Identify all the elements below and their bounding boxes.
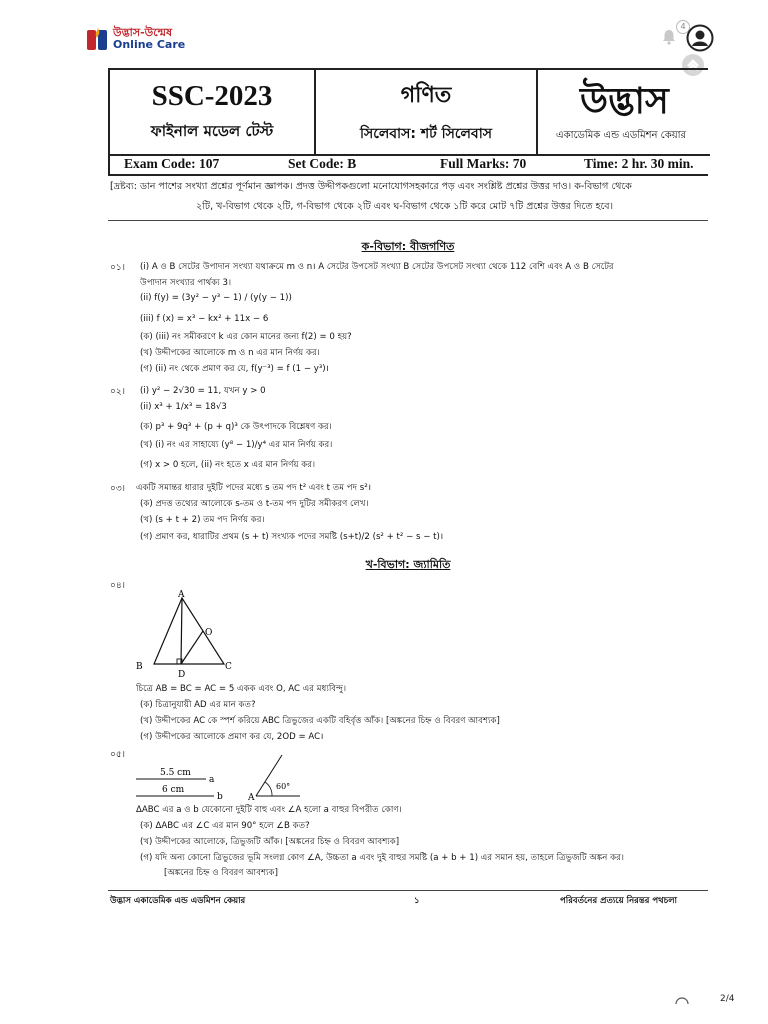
syllabus-label: সিলেবাস: শর্ট সিলেবাস xyxy=(359,126,493,142)
question-number: ০২। xyxy=(110,387,125,397)
segment-b-length: 6 cm xyxy=(162,785,185,795)
footer-left-text: উদ্ভাস একাডেমিক এন্ড এডমিশন কেয়ার xyxy=(110,896,246,906)
exam-title: SSC-2023 xyxy=(151,80,273,112)
figure-vertex-label: O xyxy=(205,628,213,638)
question-part: (খ) উদ্দীপকের আলোকে m ও n এর মান নির্ণয় কর। xyxy=(140,348,320,358)
angle-vertex-label: A xyxy=(248,793,255,802)
question-part: (ক) চিত্রানুযায়ী AD এর মান কত? xyxy=(140,700,256,710)
question-line: (ii) x³ + 1/x³ = 18√3 xyxy=(140,402,227,412)
section-divider xyxy=(108,220,708,221)
figure-vertex-label: A xyxy=(178,590,185,600)
question-part: (ক) (iii) নং সমীকরণে k এর কোন মানের জন্য f(2) = 0 হয়? xyxy=(140,332,352,342)
question-line: একটি সমান্তর ধারার দুইটি পদের মধ্যে s তম পদ t² এবং t তম পদ s²। xyxy=(136,483,371,493)
test-name: ফাইনাল মডেল টেস্ট xyxy=(150,122,274,140)
question-part: (গ) উদ্দীপকের আলোকে প্রমাণ কর যে, 2OD = AC। xyxy=(140,732,324,742)
logo-text-bottom: Online Care xyxy=(113,38,186,51)
brand-logo-text: উদ্ভাস xyxy=(580,81,669,122)
header-divider xyxy=(536,70,538,154)
question-part: [অঙ্কনের চিহ্ন ও বিবরণ আবশ্যক] xyxy=(164,868,278,878)
question-part: (খ) (s + t + 2) তম পদ নির্ণয় কর। xyxy=(140,515,265,525)
set-code: Set Code: B xyxy=(288,156,357,171)
figure-vertex-label: C xyxy=(225,662,232,672)
equilateral-triangle-figure xyxy=(130,588,240,684)
question-part: (খ) (i) নং এর সাহায্যে (y⁸ − 1)/y⁴ এর মান নির্ণয় কর। xyxy=(140,440,333,450)
question-line: (i) A ও B সেটের উপাদান সংখ্যা যথাক্রমে m ও n। A সেটের উপসেট সংখ্যা B সেটের উপসেট সংখ্যা থেকে 112 বেশি এবং A ও B সেটের xyxy=(140,262,614,272)
instructions-line: [দ্রষ্টব্য: ডান পাশের সংখ্যা প্রশ্নের পূর্ণমান জ্ঞাপক। প্রদত্ত উদ্দীপকগুলো মনোযোগসহকারে পড় এবং সংশ্লিষ্ট প্রশ্নের উত্তর দাও। ক-বিভাগ থেকে xyxy=(110,181,632,192)
question-part: (ক) p³ + 9q³ + (p + q)³ কে উৎপাদকে বিশ্লেষণ কর। xyxy=(140,422,332,432)
footer-right-text: পরিবর্তনের প্রত্যয়ে নিরন্তর পথচলা xyxy=(560,896,678,906)
notification-count-badge: 4 xyxy=(676,20,690,34)
segments-and-angle-figure xyxy=(130,752,330,802)
exam-code: Exam Code: 107 xyxy=(124,156,220,171)
instructions-line: ২টি, খ-বিভাগ থেকে ২টি, গ-বিভাগ থেকে ২টি এবং ঘ-বিভাগ থেকে ১টি করে মোট ৭টি প্রশ্নের উত্তর দিতে হবে। xyxy=(196,201,613,212)
question-part: (গ) (ii) নং থেকে প্রমাণ কর যে, f(y⁻³) = f (1 − y³)। xyxy=(140,364,329,374)
exam-time: Time: 2 hr. 30 min. xyxy=(584,156,694,171)
question-part: (গ) প্রমাণ কর, ধারাটির প্রথম (s + t) সংখ্যক পদের সমষ্টি (s+t)/2 (s² + t² − s − t)। xyxy=(140,532,444,542)
viewer-top-bar xyxy=(0,0,768,62)
page-footer-rule xyxy=(108,890,708,891)
question-part: (ক) ΔABC এর ∠C এর মান 90° হলে ∠B কত? xyxy=(140,821,310,831)
figure-vertex-label: B xyxy=(136,662,143,672)
question-part: (খ) উদ্দীপকের AC কে স্পর্শ করিয়ে ABC ত্রিভুজের একটি বহির্বৃত্ত আঁক। [অঙ্কনের চিহ্ন ও বিবরণ আবশ্যক] xyxy=(140,716,500,726)
figure-vertex-label: D xyxy=(178,670,186,680)
page-nav-icon[interactable] xyxy=(674,994,690,1006)
question-number: ০৩। xyxy=(110,484,125,494)
segment-b-label: b xyxy=(217,792,223,802)
segment-a-length: 5.5 cm xyxy=(160,768,191,778)
question-line: ΔABC এর a ও b যেকোনো দুইটি বাহু এবং ∠A হলো a বাহুর বিপরীত কোণ। xyxy=(136,805,402,815)
question-line: (iii) f (x) = x³ − kx² + 11x − 6 xyxy=(140,314,269,324)
section-a-title: ক-বিভাগ: বীজগণিত xyxy=(361,240,455,253)
page-indicator: 2/4 xyxy=(720,994,735,1004)
question-line: (i) y² − 2√30 = 11, যখন y > 0 xyxy=(140,386,266,396)
question-line: চিত্রে AB = BC = AC = 5 একক এবং O, AC এর মধ্যবিন্দু। xyxy=(136,684,347,694)
question-line: উপাদান সংখ্যার পার্থক্য 3। xyxy=(140,278,232,288)
brand-subtitle: একাডেমিক এন্ড এডমিশন কেয়ার xyxy=(556,130,687,141)
section-b-title: খ-বিভাগ: জ্যামিতি xyxy=(365,558,451,571)
question-part: (খ) উদ্দীপকের আলোকে, ত্রিভুজটি আঁক। [অঙ্কনের চিহ্ন ও বিবরণ আবশ্যক] xyxy=(140,837,400,847)
logo-text-top: উদ্ভাস-উন্মেষ xyxy=(113,26,173,39)
subject-title: গণিত xyxy=(400,83,452,108)
question-part: (গ) x > 0 হলে, (ii) নং হতে x এর মান নির্ণয় কর। xyxy=(140,460,316,470)
logo-flame-icon xyxy=(86,24,110,52)
angle-value-label: 60° xyxy=(276,782,291,791)
full-marks: Full Marks: 70 xyxy=(440,156,527,171)
segment-a-label: a xyxy=(209,775,215,785)
bell-icon[interactable] xyxy=(660,28,678,46)
question-part: (গ) যদি অন্য কোনো ত্রিভুজের ভূমি সংলগ্ন কোণ ∠A, উচ্চতা a এবং দুই বাহুর সমষ্টি (a + b + 1) এর সমান হয়, তাহলে ত্রিভুজটি অঙ্কন কর। xyxy=(140,853,624,863)
question-number: ০৪। xyxy=(110,581,125,591)
online-care-logo[interactable] xyxy=(86,24,186,52)
question-number: ০১। xyxy=(110,263,125,273)
question-number: ০৫। xyxy=(110,750,125,760)
exam-header-box xyxy=(108,68,708,176)
user-avatar-icon[interactable] xyxy=(686,24,714,52)
question-part: (ক) প্রদত্ত তথ্যের আলোকে s-তম ও t-তম পদ দুটির সমীকরণ লেখ। xyxy=(140,499,369,509)
footer-page-number: ১ xyxy=(414,896,420,906)
question-line: (ii) f(y) = (3y² − y³ − 1) / (y(y − 1)) xyxy=(140,293,292,303)
